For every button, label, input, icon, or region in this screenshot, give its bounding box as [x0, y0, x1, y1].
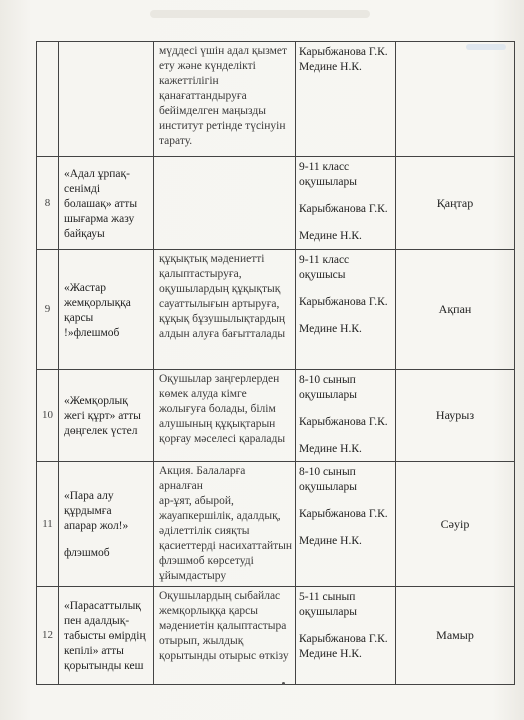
- participants-line: [299, 217, 393, 229]
- event-line: жегі құрт» атты: [64, 410, 141, 422]
- description-line: ар-ұят, абырой,: [159, 495, 234, 507]
- participants-line: Медине Н.К.: [299, 323, 362, 335]
- description-line: Акция. Балаларға арналған: [159, 465, 246, 492]
- event-line: жемқорлыққа: [64, 296, 131, 309]
- event-line: дөңгелек үстел: [64, 425, 138, 437]
- description-line: институт ретінде түсінуін: [159, 120, 286, 132]
- event-month: [396, 42, 515, 157]
- row-number: 8: [37, 157, 59, 250]
- event-plan-table: [36, 41, 515, 685]
- event-line: «Жемқорлық: [64, 395, 128, 407]
- description-line: көмек алуда кімге: [159, 388, 247, 400]
- participants-line: 9-11 класс: [299, 161, 350, 173]
- participants-line: [299, 620, 393, 632]
- participants-line: Медине Н.К.: [299, 61, 362, 73]
- description-line: алушының құқықтарын: [159, 418, 276, 430]
- participants-cell: [296, 250, 396, 370]
- description-line: Оқушылар заңгерлерден: [159, 373, 280, 385]
- event-description-cell: [154, 250, 296, 370]
- participants-line: оқушылары: [299, 176, 357, 188]
- participants-line: оқушысы: [299, 269, 346, 281]
- participants-line: Медине Н.К.: [299, 535, 362, 547]
- participants-line: оқушылары: [299, 481, 357, 493]
- event-description-cell: [154, 370, 296, 462]
- table-row: [37, 462, 515, 587]
- participants-line: Карыбжанова Г.К.: [299, 416, 388, 428]
- description-line: қалыптастыруға,: [159, 268, 242, 280]
- description-line: мүддесі үшін адал қызмет: [159, 45, 287, 57]
- event-line: пен адалдық-: [64, 615, 130, 627]
- description-line: құқық бұзушылықтардың: [159, 313, 286, 325]
- participants-line: 9-11 класс: [299, 254, 350, 266]
- participants-line: Карыбжанова Г.К.: [299, 633, 388, 645]
- scan-artifact: [150, 10, 370, 18]
- participants-line: оқушылары: [299, 606, 357, 618]
- event-description-cell: [154, 42, 296, 157]
- participants-line: 5-11 сынып: [299, 591, 356, 603]
- description-line: жауапкершілік, адалдық,: [159, 510, 281, 522]
- event-line: [64, 534, 150, 546]
- page-dot: [282, 682, 285, 685]
- description-line: Оқушылардың сыбайлас: [159, 590, 281, 602]
- description-line: алдын алуға бағытталады: [159, 328, 286, 340]
- event-month: Ақпан: [396, 250, 515, 370]
- participants-line: Карыбжанова Г.К.: [299, 296, 388, 308]
- row-number: 10: [37, 370, 59, 462]
- event-description-cell: [154, 462, 296, 587]
- event-name-cell: [59, 370, 154, 462]
- description-line: құқықтық мәдениетті: [159, 253, 265, 265]
- description-line: оқушылардың құқықтық: [159, 283, 281, 295]
- event-line: қарсы: [64, 311, 94, 324]
- table-row: [37, 250, 515, 370]
- description-line: қасиеттерді насихаттайтын: [159, 540, 293, 552]
- event-month: Қаңтар: [396, 157, 515, 250]
- participants-line: оқушылары: [299, 389, 357, 401]
- description-line: жолығуға болады, білім: [159, 403, 276, 415]
- participants-line: Медине Н.К.: [299, 443, 362, 455]
- participants-cell: [296, 370, 396, 462]
- table-row: [37, 157, 515, 250]
- event-line: табысты өмірдің: [64, 630, 146, 642]
- description-line: қанағаттандыруға: [159, 90, 247, 102]
- description-line: тарату.: [159, 135, 193, 147]
- row-number: 11: [37, 462, 59, 587]
- description-line: отырып, жылдық: [159, 635, 244, 647]
- event-line: «Жастар: [64, 281, 106, 294]
- description-line: жемқорлыққа қарсы: [159, 605, 259, 617]
- description-line: кажеттілігін: [159, 75, 219, 87]
- event-line: байқауы: [64, 227, 105, 240]
- event-line: болашақ» атты: [64, 197, 138, 210]
- description-line: мәдениетін қалыптастыра: [159, 620, 287, 632]
- row-number: 9: [37, 250, 59, 370]
- event-description-cell: [154, 587, 296, 685]
- participants-line: Медине Н.К.: [299, 230, 362, 242]
- event-line: қорытынды кеш: [64, 660, 144, 672]
- event-line: сенімді: [64, 182, 101, 195]
- participants-line: [299, 310, 393, 322]
- event-line: флэшмоб: [64, 547, 110, 559]
- participants-line: [299, 495, 393, 507]
- participants-line: [299, 283, 393, 295]
- description-line: бейімделген маңызды: [159, 105, 266, 117]
- participants-line: [299, 403, 393, 415]
- event-line: кепілі» атты: [64, 645, 124, 657]
- participants-cell: [296, 587, 396, 685]
- event-line: «Пара алу: [64, 490, 114, 502]
- description-line: ету және күнделікті: [159, 60, 256, 72]
- description-line: қорғау мәселесі қаралады: [159, 433, 286, 445]
- table-row: [37, 370, 515, 462]
- event-line: !»флешмоб: [64, 326, 120, 339]
- description-line: флэшмоб көрсетуді: [159, 555, 254, 567]
- participants-line: [299, 522, 393, 534]
- event-line: «Парасаттылық: [64, 600, 141, 612]
- participants-line: 8-10 сынып: [299, 466, 356, 478]
- event-line: құрдымға: [64, 505, 112, 517]
- event-name-cell: [59, 587, 154, 685]
- description-line: ұйымдастыру: [159, 570, 227, 582]
- event-name-cell: [59, 250, 154, 370]
- description-line: әділеттілік сияқты: [159, 525, 250, 537]
- participants-cell: [296, 462, 396, 587]
- participants-line: Карыбжанова Г.К.: [299, 203, 388, 215]
- row-number: [37, 42, 59, 157]
- event-month: Наурыз: [396, 370, 515, 462]
- event-line: апарар жол!»: [64, 520, 129, 532]
- participants-line: [299, 430, 393, 442]
- participants-cell: [296, 157, 396, 250]
- participants-line: 8-10 сынып: [299, 374, 356, 386]
- description-line: сауаттылығын артыруға,: [159, 298, 280, 310]
- event-name-cell: [59, 42, 154, 157]
- event-name-cell: [59, 157, 154, 250]
- participants-line: Медине Н.К.: [299, 648, 362, 660]
- participants-line: Карыбжанова Г.К.: [299, 46, 388, 58]
- participants-line: Карыбжанова Г.К.: [299, 508, 388, 520]
- participants-line: [299, 190, 393, 202]
- event-line: «Адал ұрпақ-: [64, 167, 130, 180]
- event-month: Мамыр: [396, 587, 515, 685]
- description-line: қорытынды отырыс өткізу: [159, 650, 289, 662]
- participants-cell: [296, 42, 396, 157]
- table-row: [37, 42, 515, 157]
- event-line: шығарма жазу: [64, 212, 135, 225]
- row-number: 12: [37, 587, 59, 685]
- event-name-cell: [59, 462, 154, 587]
- event-month: Сәуір: [396, 462, 515, 587]
- event-description-cell: [154, 157, 296, 250]
- table-row: [37, 587, 515, 685]
